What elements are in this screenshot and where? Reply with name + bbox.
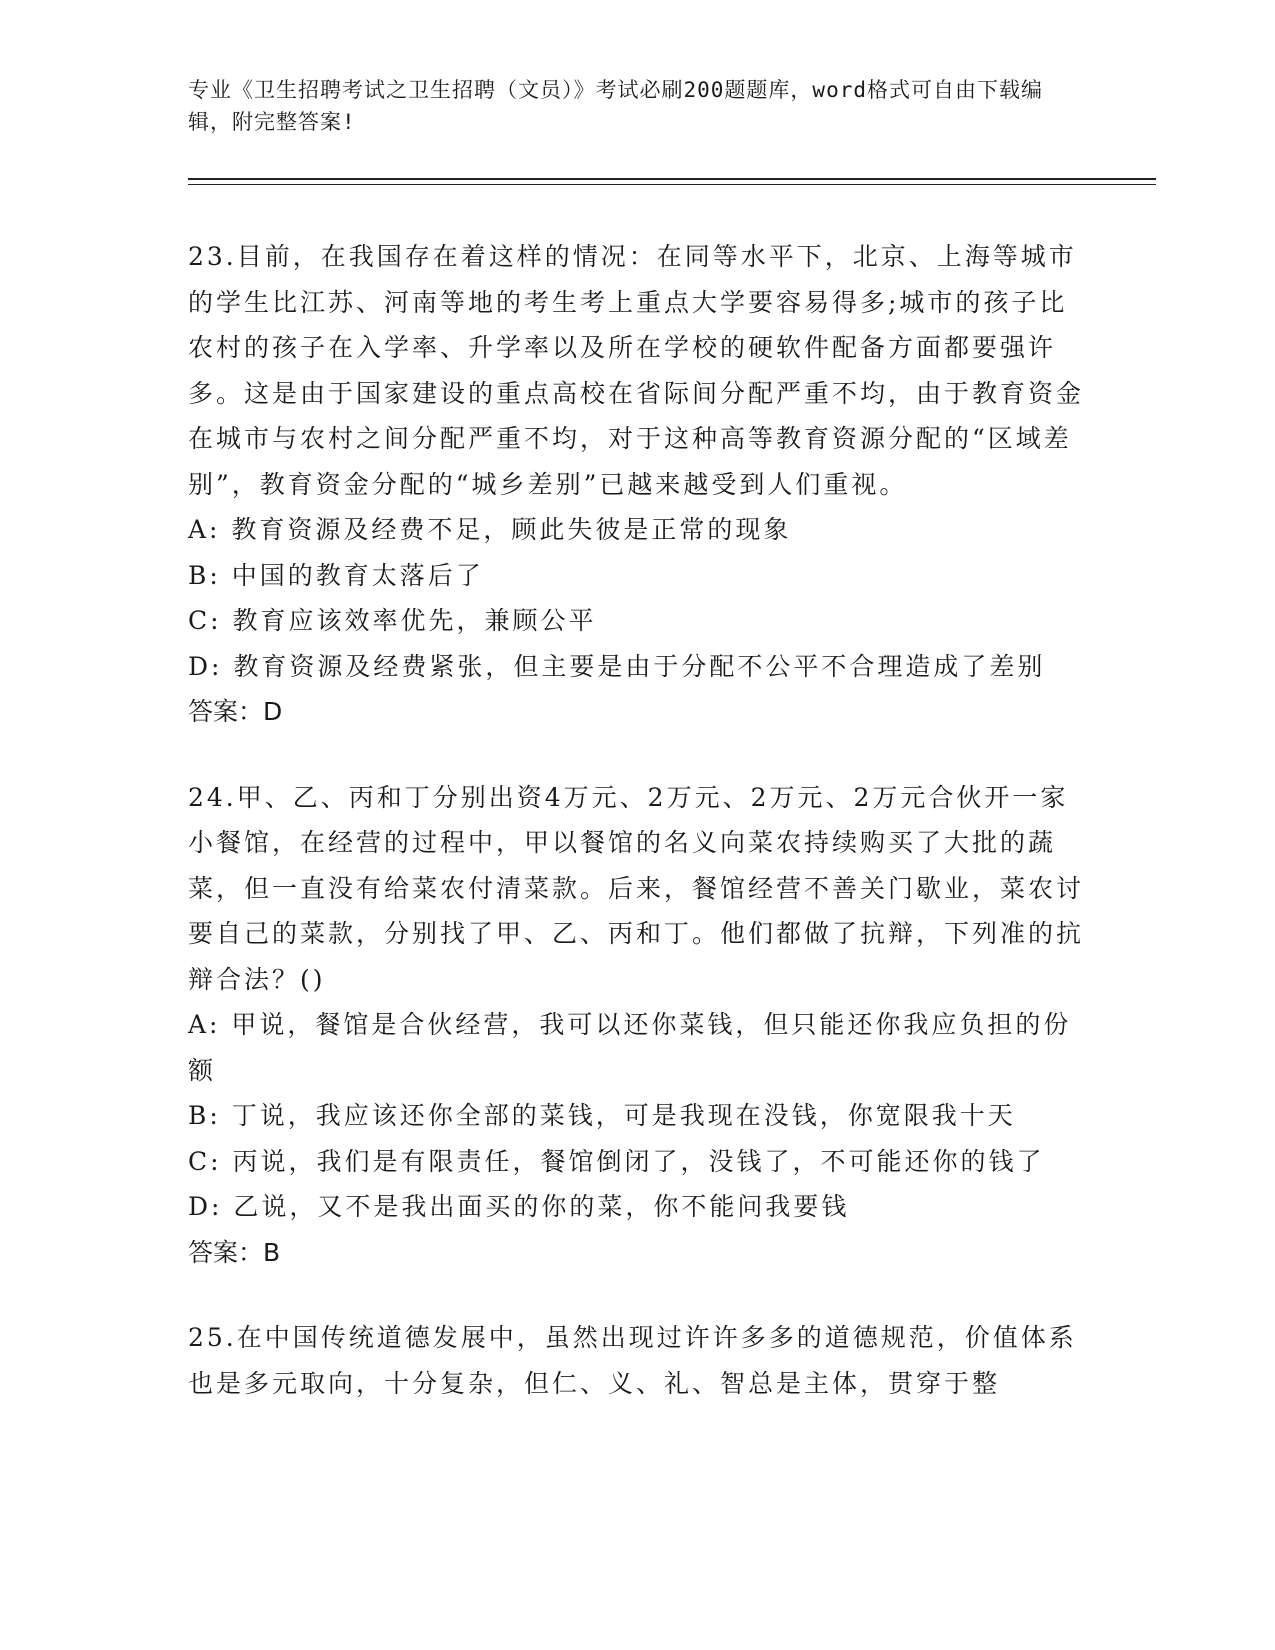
option-a: A: 教育资源及经费不足，顾此失彼是正常的现象 [188,515,792,544]
answer-label: 答案：B [188,1237,281,1267]
header-divider-thick [188,178,1156,180]
question-stem: 25.在中国传统道德发展中，虽然出现过许许多多的道德规范，价值体系也是多元取向，十分复杂，但仁、义、礼、智总是主体，贯穿于整 [188,1323,1077,1398]
option-a: A: 甲说，餐馆是合伙经营，我可以还你菜钱，但只能还你我应负担的份额 [188,1010,1072,1085]
option-b: B: 丁说，我应该还你全部的菜钱，可是我现在没钱，你宽限我十天 [188,1101,1016,1130]
question-24 [188,775,1088,1276]
option-c: C: 丙说，我们是有限责任，餐馆倒闭了，没钱了，不可能还你的钱了 [188,1146,1045,1176]
question-stem: 23.目前，在我国存在着这样的情况：在同等水平下，北京、上海等城市的学生比江苏、河南等地的考生考上重点大学要容易得多;城市的孩子比农村的孩子在入学率、升学率以及所在学校的硬软件配备方面都要强许多。这是由于国家建设的重点高校在省际间分配严重不均，由于教育资金在城市与农村之间分配严重不均，对于这种高等教育资源分配的“区域差别”，教育资金分配的“城乡差别”已越来越受到人们重视。 [188,242,1085,499]
question-list [188,234,1088,1446]
header-divider-thin [188,184,1156,185]
question-23 [188,234,1088,735]
option-d: D: 乙说，又不是我出面买的你的菜，你不能问我要钱 [188,1192,850,1221]
option-c: C: 教育应该效率优先，兼顾公平 [188,606,597,635]
document-header: 专业《卫生招聘考试之卫生招聘（文员）》考试必刷200题题库，word格式可自由下载编辑，附完整答案! [188,78,1043,134]
question-stem: 24.甲、乙、丙和丁分别出资4万元、2万元、2万元、2万元合伙开一家小餐馆，在经营的过程中，甲以餐馆的名义向菜农持续购买了大批的蔬菜，但一直没有给菜农付清菜款。后来，餐馆经营不善关门歇业，菜农讨要自己的菜款，分别找了甲、乙、丙和丁。他们都做了抗辩，下列准的抗辩合法？() [188,782,1085,994]
option-d: D: 教育资源及经费紧张，但主要是由于分配不公平不合理造成了差别 [188,651,1046,681]
question-25 [188,1315,1088,1406]
answer-label: 答案：D [188,697,283,726]
option-b: B: 中国的教育太落后了 [188,560,484,590]
